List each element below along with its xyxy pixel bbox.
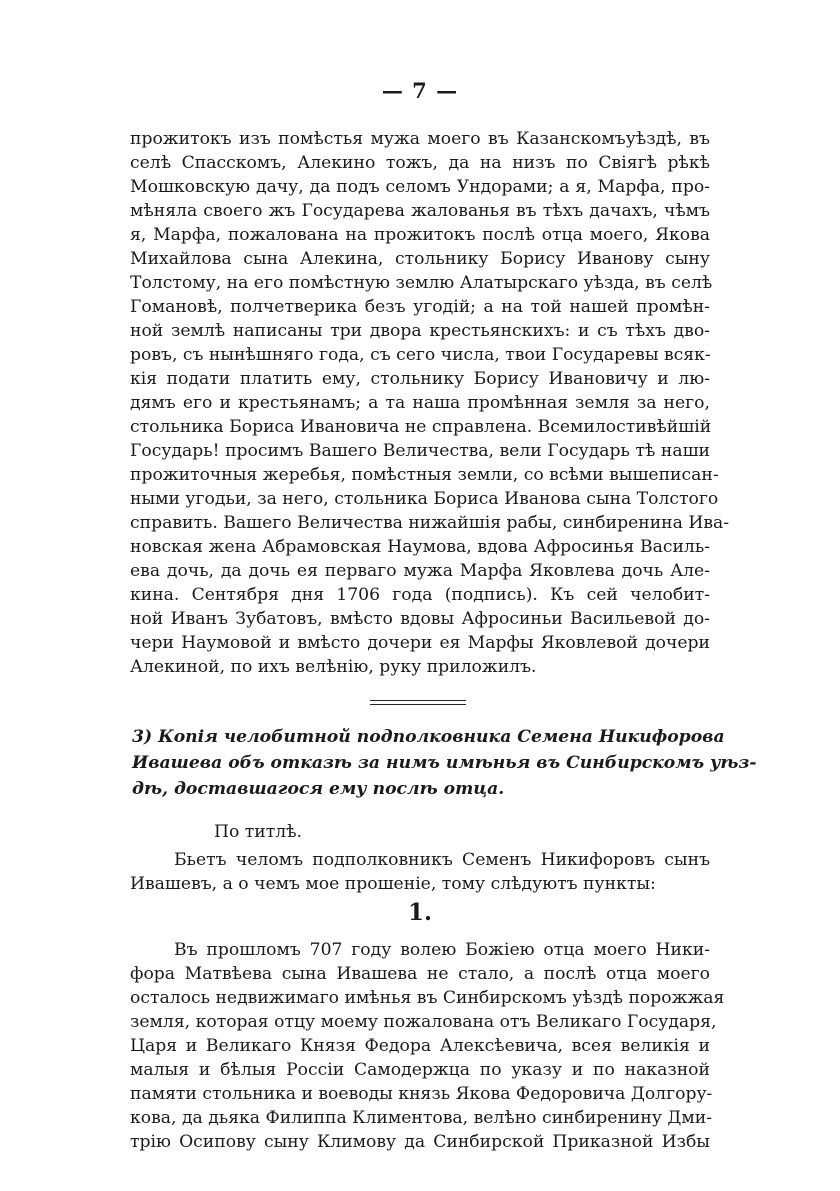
text-line: прожиточныя жеребья, помѣстныя земли, со всѣми вышеписан-: [130, 465, 719, 485]
text-line: Толстому, на его помѣстную землю Алатырскаго уѣзда, въ селѣ: [130, 273, 713, 293]
text-line: Гомановѣ, полчетверика безъ угодій; а на той нашей промѣн-: [130, 297, 710, 317]
salutation: По титлѣ.: [214, 822, 303, 842]
text-line: кова, да дьяка Филиппа Климентова, велѣно синбиренину Дми-: [130, 1108, 713, 1128]
text-line: дямъ его и крестьянамъ; а та наша промѣнная земля за него,: [130, 393, 710, 413]
heading-line: дѣ, доставшагося ему послѣ отца.: [132, 779, 505, 799]
text-line: справить. Вашего Величества нижайшія рабы, синбиренина Ива-: [130, 513, 730, 533]
divider-rule: [370, 704, 466, 705]
text-line: мѣняла своего жъ Государева жалованья въ тѣхъ дачахъ, чѣмъ: [130, 201, 710, 221]
text-line: ной Иванъ Зубатовъ, вмѣсто вдовы Афросиньи Васильевой до-: [130, 609, 710, 629]
text-line: ной землѣ написаны три двора крестьянскихъ: и съ тѣхъ дво-: [130, 321, 710, 341]
text-line: Мошковскую дачу, да подъ селомъ Ундорами; а я, Марфа, про-: [130, 177, 710, 197]
text-line: стольника Бориса Ивановича не справлена. Всемилостивѣйшій: [130, 417, 712, 437]
text-line: чери Наумовой и вмѣсто дочери ея Марфы Яковлевой дочери: [130, 633, 710, 653]
text-line: памяти стольника и воеводы князь Якова Федоровича Долгору-: [130, 1084, 713, 1104]
point-number: 1.: [407, 899, 432, 926]
text-line: Алекиной, по ихъ велѣнію, руку приложилъ.: [130, 657, 537, 677]
text-line: малыя и бѣлыя Россіи Самодержца по указу и по наказной: [130, 1060, 710, 1080]
text-line: селѣ Спасскомъ, Алекино тожъ, да на низъ по Свіягѣ рѣкѣ: [130, 153, 710, 173]
divider-rule: [370, 700, 466, 701]
text-line: кія подати платить ему, стольнику Борису Ивановичу и лю-: [130, 369, 710, 389]
text-line: земля, которая отцу моему пожалована отъ Великаго Государя,: [130, 1012, 717, 1032]
text-line: Бьетъ челомъ подполковникъ Семенъ Никифоровъ сынъ: [174, 850, 710, 870]
text-line: Государь! просимъ Вашего Величества, вели Государь тѣ наши: [130, 441, 710, 461]
text-line: прожитокъ изъ помѣстья мужа моего въ Казанскомъуѣздѣ, въ: [130, 129, 710, 149]
text-line: кина. Сентября дня 1706 года (подпись). Къ сей челобит-: [130, 585, 710, 605]
heading-line: 3) Копія челобитной подполковника Семена Никифорова: [132, 727, 725, 747]
text-line: я, Марфа, пожалована на прожитокъ послѣ отца моего, Якова: [130, 225, 710, 245]
page-number: — 7 —: [381, 78, 459, 103]
text-line: Царя и Великаго Князя Федора Алексѣевича, всея великія и: [130, 1036, 710, 1056]
heading-line: Ивашева объ отказѣ за нимъ имѣнья въ Синбирскомъ уѣз-: [132, 753, 757, 773]
text-line: Въ прошломъ 707 году волею Божіею отца моего Ники-: [174, 940, 710, 960]
text-line: фора Матвѣева сына Ивашева не стало, а послѣ отца моего: [130, 964, 710, 984]
text-line: ровъ, съ нынѣшняго года, съ сего числа, твои Государевы всяк-: [130, 345, 711, 365]
text-line: Ивашевъ, а о чемъ мое прошеніе, тому слѣдуютъ пункты:: [130, 874, 656, 894]
text-line: трію Осипову сыну Климову да Синбирской Приказной Избы: [130, 1132, 710, 1152]
text-line: новская жена Абрамовская Наумова, вдова Афросинья Василь-: [130, 537, 710, 557]
text-line: ными угодьи, за него, стольника Бориса Иванова сына Толстого: [130, 489, 719, 509]
text-line: Михайлова сына Алекина, стольнику Борису Иванову сыну: [130, 249, 710, 269]
text-line: ева дочь, да дочь ея перваго мужа Марфа Яковлева дочь Але-: [130, 561, 710, 581]
text-line: осталось недвижимаго имѣнья въ Синбирскомъ уѣздѣ порожжая: [130, 988, 725, 1008]
